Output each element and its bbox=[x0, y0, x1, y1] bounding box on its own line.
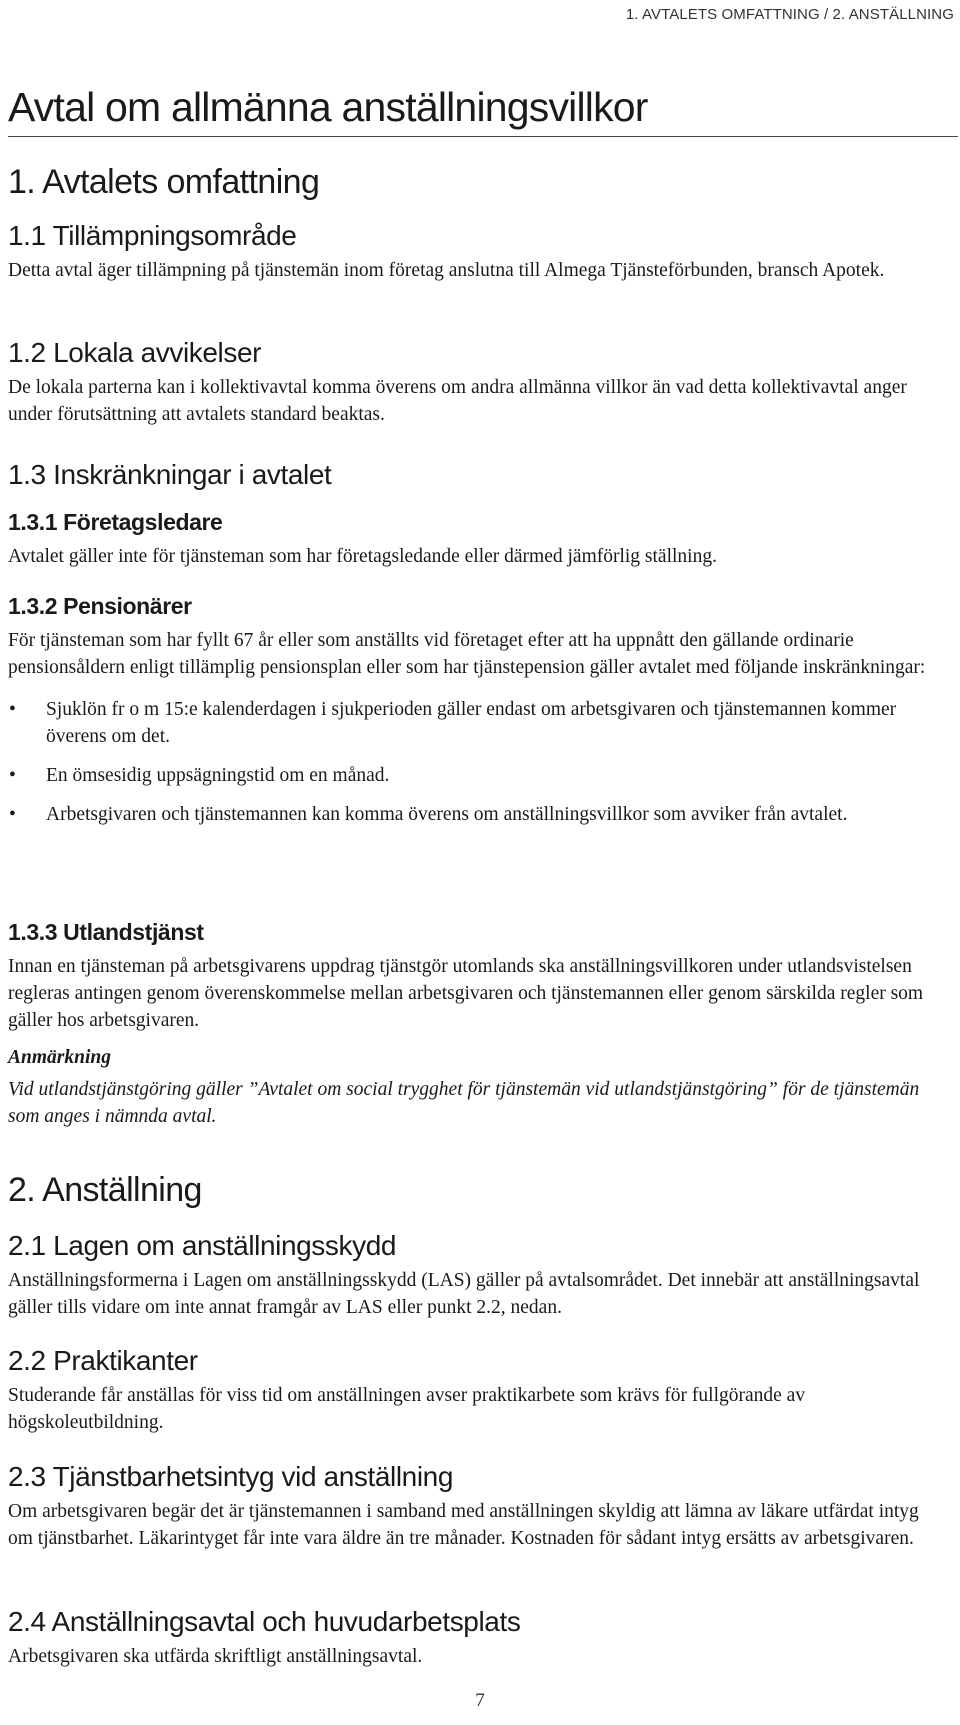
section-2-3-text: Om arbetsgivaren begär det är tjänstemannen i samband med anställningen skyldig att lämna av läkare utfärdat intyg om tjänstbarhet. Läkarintyget får inte vara äldre än tre månader. Kostnaden för sådant intyg ersätts av arbetsgivaren. bbox=[8, 1501, 919, 1549]
list-item bbox=[8, 762, 938, 789]
section-2-4 bbox=[8, 1605, 938, 1670]
bullet-icon: • bbox=[9, 804, 16, 825]
bullet-icon: • bbox=[9, 765, 16, 786]
section-2-4-heading: 2.4 Anställningsavtal och huvudarbetsplats bbox=[8, 1606, 521, 1637]
section-1-3-2 bbox=[8, 591, 938, 840]
section-2-2 bbox=[8, 1344, 938, 1436]
section-1-1-text: Detta avtal äger tillämpning på tjänstemän inom företag anslutna till Almega Tjänsteförbunden, bransch Apotek. bbox=[8, 260, 885, 281]
section-1-3-1-text: Avtalet gäller inte för tjänsteman som har företagsledande eller därmed jämförlig ställning. bbox=[8, 546, 717, 567]
section-1-3-1 bbox=[8, 507, 938, 570]
list-item bbox=[8, 801, 938, 828]
section-1-heading: 1. Avtalets omfattning bbox=[8, 163, 320, 201]
section-2-1 bbox=[8, 1229, 938, 1321]
section-1-2 bbox=[8, 336, 938, 428]
section-2-3-heading: 2.3 Tjänstbarhetsintyg vid anställning bbox=[8, 1461, 454, 1492]
section-1-1-heading: 1.1 Tillämpningsområde bbox=[8, 220, 297, 251]
section-1-3-3-heading: 1.3.3 Utlandstjänst bbox=[8, 919, 204, 945]
note-label: Anmärkning bbox=[8, 1047, 111, 1068]
page-number: 7 bbox=[475, 1690, 485, 1711]
section-2-1-heading: 2.1 Lagen om anställningsskydd bbox=[8, 1230, 397, 1261]
document-title: Avtal om allmänna anställningsvillkor bbox=[8, 80, 958, 137]
section-1-3-2-text: För tjänsteman som har fyllt 67 år eller som anställts vid företaget efter att ha uppnått den gällande ordinarie pensionsåldern enligt tillämplig pensionsplan eller som har tjänstepension gäller avtalet med följande inskränkningar: bbox=[8, 630, 926, 678]
list-item-text: Sjuklön fr o m 15:e kalenderdagen i sjukperioden gäller endast om arbetsgivaren och tjänstemannen kommer överens om det. bbox=[46, 699, 897, 747]
section-1-3-2-heading: 1.3.2 Pensionärer bbox=[8, 593, 192, 619]
section-2-1-text: Anställningsformerna i Lagen om anställningsskydd (LAS) gäller på avtalsområdet. Det innebär att anställningsavtal gäller tills vidare om inte annat framgår av LAS eller punkt 2.2, nedan. bbox=[8, 1270, 920, 1318]
section-1-3-heading: 1.3 Inskränkningar i avtalet bbox=[8, 459, 332, 490]
section-1-heading-block bbox=[8, 162, 938, 202]
section-2-2-heading: 2.2 Praktikanter bbox=[8, 1345, 198, 1376]
section-2-4-text: Arbetsgivaren ska utfärda skriftligt anställningsavtal. bbox=[8, 1646, 423, 1667]
section-1-2-heading: 1.2 Lokala avvikelser bbox=[8, 337, 262, 368]
list-item-text: En ömsesidig uppsägningstid om en månad. bbox=[46, 765, 390, 786]
section-1-3 bbox=[8, 458, 938, 492]
section-1-1 bbox=[8, 219, 938, 284]
bullet-icon: • bbox=[9, 699, 16, 720]
section-2-3 bbox=[8, 1460, 938, 1552]
section-1-3-3 bbox=[8, 917, 938, 1130]
section-1-2-text: De lokala parterna kan i kollektivavtal komma överens om andra allmänna villkor än vad detta kollektivavtal anger under förutsättning att avtalets standard beaktas. bbox=[8, 377, 907, 425]
list-item bbox=[8, 696, 938, 750]
section-2-heading-block bbox=[8, 1170, 938, 1210]
section-2-2-text: Studerande får anställas för viss tid om anställningen avser praktikarbete som krävs för fullgörande av högskoleutbildning. bbox=[8, 1385, 806, 1433]
section-1-3-1-heading: 1.3.1 Företagsledare bbox=[8, 509, 223, 535]
running-header: 1. AVTALETS OMFATTNING / 2. ANSTÄLLNING bbox=[625, 6, 954, 23]
note-text: Vid utlandstjänstgöring gäller ”Avtalet om social trygghet för tjänstemän vid utlandstjänstgöring” för de tjänstemän som anges i nämnda avtal. bbox=[8, 1079, 920, 1127]
list-item-text: Arbetsgivaren och tjänstemannen kan komma överens om anställningsvillkor som avviker från avtalet. bbox=[46, 804, 848, 825]
section-2-heading: 2. Anställning bbox=[8, 1171, 202, 1209]
section-1-3-3-text: Innan en tjänsteman på arbetsgivarens uppdrag tjänstgör utomlands ska anställningsvillkoren under utlandsvistelsen regleras antingen genom överenskommelse mellan arbetsgivaren och tjänstemannen eller genom särskilda regler som gäller hos arbetsgivaren. bbox=[8, 956, 924, 1031]
restriction-list bbox=[8, 696, 938, 828]
